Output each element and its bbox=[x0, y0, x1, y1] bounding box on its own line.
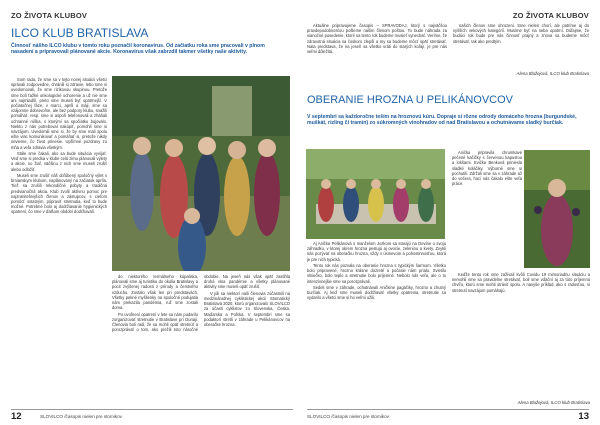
paragraph: Aktuálne pripravujeme časopis – SPRAVODAJ, ktorý s najväčšou pravdepodobnosťou pošleme našim členom poštou. To bude náhrada za vianočné posedenie, ktoré sa tento rok budeme musieť vynechať. Veríme, že zdravotná situácia sa čoskoro zlepší a my sa budeme môcť opäť stretávať. Nata predstava, že na jeseň sa všetko vráti do starých koľají, je pre nás veľmi dôležitá. bbox=[307, 23, 447, 55]
paragraph: Sedeli sme v záhrade, ochutnávali Aničkine pagáčiky, hrozno a chutný burčiak. Aj keď sme museli dodržiavať všetky opatrenia, stretnutie sa vydarilo a všetci sme si ho veľmi užili. bbox=[307, 285, 446, 301]
column-1 bbox=[11, 77, 107, 407]
paragraph: Anička pripravila chrumkavé pečené kačičky s červenou kapustou a lokšami. Evička Benková priniesla sladké koláčiky. Výborné sme si pochutili. Zdržali sme sa v záhrade až do večera, hoci nás čakalo ešte veľa práce. bbox=[452, 150, 522, 187]
article-title-oberanie: OBERANIE HROZNA U PELIKÁNOVCOV bbox=[307, 94, 513, 106]
paragraph: V júli sa niektorí naši členovia zúčastnili na medzinárodnej cyklistickej akcii Stomatický Bratislava 2020, ktorú organizovalo SLOVILCO za účasti cyklistov zo Slovenska, Česka, Maďarska a Poľska. V septembri sme sa podaktorí stretli v záhrade u Pelikánovcov na oberačke hrozna. bbox=[204, 290, 290, 328]
top-column-3 bbox=[307, 23, 447, 83]
paragraph: Keďže tento rok sme zažívali kvôli Covidu 19 mimoriadnu situáciu a nemohli sme sa pravidelne stretávať, boli sme vďační aj za túto príjemnú chvíľu, ktorú sme mohli stráviť spolu. A navyše príklad, ako s radosťou, si stretnutí navzájom pomáhajú. bbox=[452, 272, 590, 293]
paragraph: Aj Anička Pelikánová s manželom Jozkom sa starajú na Devíne o svoju záhradku, v ktorej okrem hrozna pestujú aj ovocie, zeleninu a kvety. Zvykli nás pozývať na oberačku hrozna, vždy s úsmevom a pohostinnosťou, ktorá je pre nich typická. bbox=[307, 241, 446, 262]
page-number-right: 13 bbox=[578, 411, 589, 422]
article-title-ilco: ILCO KLUB BRATISLAVA bbox=[11, 26, 149, 40]
footer-left: SLOVILCO /časopis nielen pre stomikov bbox=[40, 414, 122, 419]
footer-rule-right bbox=[307, 409, 589, 410]
photo-garden-gathering bbox=[306, 149, 445, 239]
article-lead-oberanie: V septembri sa každoročne teším na hroznovú kúru. Dopraje si rôzne odrody domáceho hrozna (burgundské, muškát, rizling či tramín) zo súkromných vinohradov od nad Bratislavou a ochutnávame sladký burčiak. bbox=[307, 114, 577, 127]
paragraph: Po uvoľnení opatrení v lete sa nám podarilo zorganizovať stretnutie v Bratislave pri Dunaji. Členovia boli radi, že sa mohli opäť stretnúť a porozprávať o tom, ako prežili toto náročné obdobie. Na jeseň nás však opäť zastihla druhá vlna pandémie a všetky plánované aktivity sme museli opäť zrušiť. bbox=[112, 274, 290, 333]
section-header-right: ZO ŽIVOTA KLUBOV bbox=[512, 11, 589, 20]
column-4-bottom bbox=[452, 272, 590, 352]
group-photo-image bbox=[112, 76, 290, 271]
footer-rule-left bbox=[11, 409, 293, 410]
page-number-left: 12 bbox=[11, 411, 22, 422]
photo-grapes-woman bbox=[524, 150, 590, 268]
paragraph: Stále sme čakali, ako sa bude situácia vyvíjať. Veď sme si predsa v klube celú zimu plánovali výlety a akcie, no žiaľ, väčšinu z nich sme museli zrušiť alebo odložiť. bbox=[11, 151, 107, 172]
paragraph: našich členov sme ohrozeni. Sme nielen chorí, ale patríme aj do vyšších vekových kategórií. Musíme byť na seba opatrní. Dúfajme, že budúci rok bude pre nás činnosť prajný a znova sa budeme môcť stretávať, tak ako predtým. bbox=[453, 23, 589, 44]
top-column-4 bbox=[453, 23, 589, 63]
grapes-photo-image bbox=[524, 150, 590, 268]
signature-top: Alena Blažejová, ILCO klub Bratislava bbox=[516, 71, 589, 76]
paragraph: do niektorého termálneho kúpaliska, plánovali sme aj turistiku do okolia Bratislavy a pocit zvýšenej radosti z prírody a čerstvého vzduchu. Zostalo však len pri predstavách. Všetky pekné myšlienky na spoločné podujatia nám prekazila pandémia, ruž sme zostali doma. bbox=[112, 274, 198, 311]
article-lead-ilco: Činnosť nášho ILCO klubu v tomto roku poznačil koronavírus. Od začiatku roka sme pracovali v plnom nasadení a pripravovali plánované akcie. Koronavírus však zabrzdil takmer všetky naše aktivity. bbox=[11, 43, 265, 56]
column-2 bbox=[112, 274, 290, 407]
group-photo-ilco bbox=[112, 76, 290, 271]
signature-bottom: Alena Blažejová, ILCO klub Bratislava bbox=[517, 400, 590, 405]
column-4-top bbox=[452, 150, 522, 270]
paragraph: Som rada, že sme sa v tejto novej situácii všetci správali zodpovedne, chránili si zdravie, lebo sme si uvedomovali, že sme rizikovou skupinou. Pretože sme boli ťažké onkologické ochorenie a už nie sme ani najmladší, preto sme museli byť opatrnejší. V počiatočnej fáze, v marci, apríli a máji, sme sa vzájomne dobrovoľne, ale bez podpory klubu, snažili pomáhať, resp. sme si aspoň telefonovali a zháňali ochranné rúška, s ktorými sa spočiatku bojovalo. Niekto z nás potreboval nakúpiť, pomohli sme si navzájom. Uvedomili sme si, že by sme mali spolu ešte viac komunikovať a pomáhať si, pretože nikdy nevieme, čo život prinesie. Upřímné pozdravy zo mňa a veľa zdravia všetkým. bbox=[11, 77, 107, 150]
paragraph: Tento rok nás pozvala na oberanie hrozna s typickým šarmom. Všetko bolo pripravené, hrozno krásne dozreté a počasie nám prialo. Svietilo slniečko, bolo teplo a stretnutie bolo príjemné. Nebolo nás veľa, ale o to intenzívnejšie sme sa porozprávali. bbox=[307, 263, 446, 284]
footer-right: SLOVILCO /časopis nielen pre stomikov bbox=[307, 414, 389, 419]
paragraph: Museli sme zrušiť náš obľúbený spoločný výlet s brnianskym klubom, naplánovaný na začiatok apríla. Tiež sa zrušili rekondičné pobyty a tradičná predvianočná akcia. Klub zvolil aktívnu pomoc pre najzraniteľnejších členov a zástupcov, s cieľom pomôcť ostatným, pripraviť stretnutia, keď to bude možné. Potrebné bolo aj dodržiavanie hygienických opatrení, čo sme v ďalšom období dodržiavali. bbox=[11, 173, 107, 215]
column-3 bbox=[307, 241, 446, 406]
garden-photo-image bbox=[306, 149, 445, 239]
section-header-left: ZO ŽIVOTA KLUBOV bbox=[11, 11, 88, 20]
